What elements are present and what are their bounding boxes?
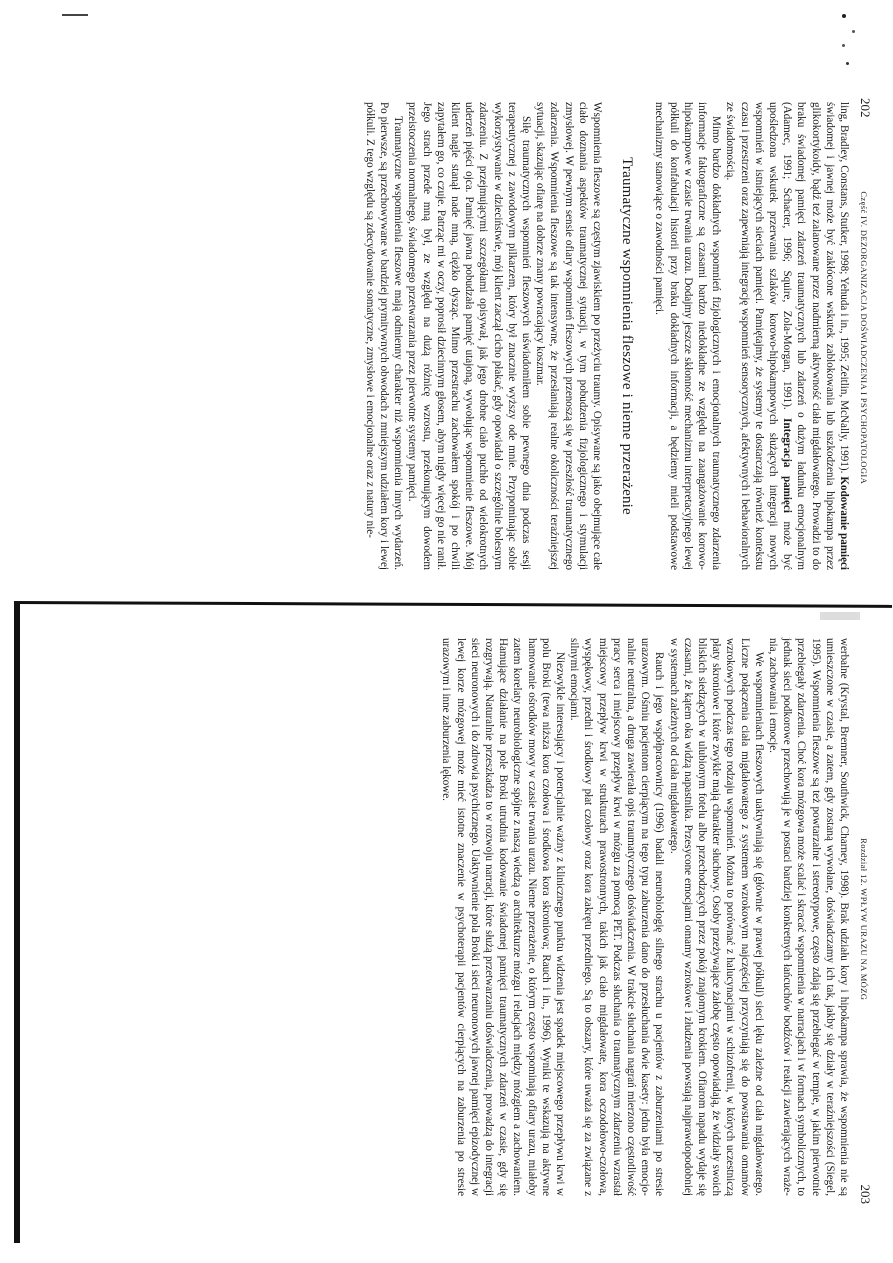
scan-edge-mark — [62, 14, 88, 16]
paragraph: Siłę traumatycznych wspomnień fleszowych uświadomiłem sobie pewnego dnia podczas sesji terapeutycznej z zawodowym pilkarzem, który był znacznie wyższy ode mnie. Przypominając sobie wykorzystywanie w dzieciństwie, mój klient zaczął cicho płakać, gdy opowiadał o szczególnie bolesnym zdarzeniu. Z przejmującymi szczegółami opisywał, jak jego drobne ciało puchło od wielokrotnych uderzeń pięści ojca. Pamięć jawna pobudzała pamięć utajoną, wywołując wspomnienie fleszowe. Mój klient nagle stanął nade mną, ciężko dysząc. Mimo przestrachu zachowałem spokój i po chwili zapytałem go, co czuje. Patrząc mi w oczy, poprosił dziecinnym głosem, abym nigdy więcej go nie ranił. Jego strach przede mną był, ze względu na dużą różnicę wzrostu, przekonującym dowodem przeistoczenia normalnego, świadomego przetwarzania przez pierwotne systemy pamięci. — [406, 102, 532, 570]
paragraph: werbalne (Krystal, Bremner, Southwick, Charney, 1998). Brak udziału kory i hipokampa sprawia, że wspomnienia nie są umieszczone w czasie, a zatem, gdy zostaną wywołane, doświadczamy ich tak, jakby się działy w teraźniejszości (Siegel, 1995). Wspomnienia fleszowe są też powtarzalne i stereotypowe, często zdają się przebiegać w tempie, w jakim pierwotnie przebiegały zdarzenia. Choć kora mózgowa może scalać i skracać wspomnienia w narracjach i w formach symbolicznych, to jednak sieci podkorowe przechowują je w postaci bardziej konkretnych łańcuchów bodźców i reakcji zawierających wrażenia, zachowania i emocje. — [766, 638, 850, 1196]
page-number: 202 — [858, 98, 873, 118]
paragraph: Traumatyczne wspomnienia fleszowe mają odmienny charakter niż wspomnienia innych wydarzeń. Po pierwsze, są przechowywane w bardziej prymitywnych obwodach z mniejszym udziałem kory i lewej półkuli. Z tego względu są zdecydowanie somatyczne, zmysłowe i emocjonalne oraz z natury nie- — [363, 102, 405, 570]
page-number: 203 — [858, 1184, 873, 1204]
paragraph: We wspomnieniach fleszowych uaktywniają się (głównie w prawej półkuli) sieci lęku zależne od ciała migdałowatego. Liczne połączenia ciała migdałowatego z systemem wzrokowym najczęściej przyczyniają się do powstawania omamów wzrokowych podczas tego rodzaju wspomnień. Można to porównać z halucynacjami w schizofrenii, w których uczestniczą płaty skroniowe i które zwykle mają charakter słuchowy. Osoby przeżywające żałobę często opowiadają, że widziały swoich bliskich siedzących w ulubionym fotelu albo przechodzących przez pokój znajomym krokiem. Ofiarom napadu wydaje się czasami, że kątem oka widzą napastnika. Przesycone emocjami omamy wzrokowe i złudzenia powstają najprawdopodobniej w systemach zależnych od ciała migdałowatego. — [667, 638, 765, 1196]
page-body — [439, 634, 853, 1204]
scan-smudge — [820, 612, 860, 620]
paragraph: ling, Bradley, Constans, Stutker, 1998; Yehuda i in., 1995; Zeitlin, McNally, 1991). Kodowanie pamięci świadomej i jawnej może być zakłócone wskutek zablokowania lub uszkodzenia hipokampa przez glikokortykoidy, bądź też zalanowane przez nadmierną aktywność ciała migdałowatego. Prowadzi to do braku świadomej pamięci zdarzeń traumatycznych lub zdarzeń o dużym ładunku emocjonalnym (Adamec, 1991; Schacter, 1996; Squire, Zola-Morgan, 1991). Integracja pamięci może być upośledzona wskutek przerwania szlaków korowo-hipokampowych służących integracji nowych wspomnień w istniejących sieciach pamięci. Pamiętajmy, że systemy te dostarczają również kontekstu czasu i przestrzeni oraz zapewniają integrację wspomnień sensorycznych, afektywnych i behawioralnych ze świadomością. — [724, 102, 850, 570]
book-page-right — [55, 634, 873, 1204]
paragraph: Niezwykle interesujący i potencjalnie ważny z klinicznego punktu widzenia jest spadek miejscowego przepływu krwi w polu Broki (tewa niższa kora czołowa i środkowa kora skroniowa; Rauch i in., 1996). Wyniki te wskazują na aktywne hamowanie ośrodków mowy w czasie trwania urazu. Nieme przerażenie, o którym często wspominają ofiary urazu, miałoby zatem korelaty neurobiologiczne spójne z naszą wiedzą o architekturze mózgu i relacjach między mózgiem a zachowaniem. Hamujące działanie na pole Broki utrudnia kodowanie świadomej pamięci traumatycznych zdarzeń w czasie, gdy się rozgrywają. Naturalnie przeszkadza to w rozwoju narracji, które służą przetwarzaniu doświadczenia, prowadzą do integracji sieci neuronowych i do zdrowia psychicznego. Uaktywnienie pola Broki i sieci neuronowych jawnej pamięci epizodycznej w lewej korze mózgowej może mieć istotne znaczenie w psychoterapii pacjentów cierpiących na zaburzenia po stresie urazowym i inne zaburzenia lękowe. — [440, 638, 566, 1196]
bold-term: Integracja pamięci — [781, 418, 794, 513]
running-head — [853, 634, 873, 1204]
book-spine-line — [14, 601, 892, 608]
paragraph: Wspomnienia fleszowe są częstym zjawiskiem po przeżyciu traumy. Opisywane są jako obejmujące całe ciało doznania aspektów traumatycznej sytuacji, w tym pobudzenia fizjologicznego i stymulacji zmysłowej. W pewnym sensie ofiary wspomnień fleszowych przenoszą się w przeszłość traumatycznego zdarzenia. Wspomnienia fleszowe są tak intensywne, że przesłaniają realne okoliczności teraźniejszej sytuacji, skazując ofiarę na dobrze znany powracający koszmar. — [534, 102, 603, 570]
paragraph: Rauch i jego współpracownicy (1996) badali neurobiologię silnego strachu u pacjentów z zaburzeniami po stresie urazowym. Ośmiu pacjentom cierpiącym na tego typu zaburzenia dano do przesłuchania dwie kasety: jedna była emocjonalnie neutralna, a druga zawierała opis traumatycznego doświadczenia. W trakcie słuchania nagrań mierzono częstotliwość pracy serca i miejscowy przepływ krwi w mózgu za pomocą PET. Podczas słuchania o traumatycznym zdarzeniu wzrastał miejscowy przepływ krwi w strukturach prawostronnych, takich jak ciało migdałowate, kora oczodołowo-czołowa, wyspękowy, przedni i środkowy płat czołowy oraz kora zakrętu przedniego. Są to obszary, które uważa się za związane z silnymi emocjami. — [568, 638, 666, 1196]
paragraph: Mimo bardzo dokładnych wspomnień fizjologicznych i emocjonalnych traumatycznego zdarzenia informacje faktograficzne są czasami bardzo niedokładne ze względu na zaangażowanie korowo-hipokampowe w czasie trwania urazu. Dodajmy jeszcze skłonność mechanizmu interpretacyjnego lewej półkuli do konfabulacji historii przy braku dokładnych informacji, a będziemy mieli podstawowe mechanizmy stanowiące o zawodności pamięci. — [653, 102, 723, 570]
book-page-left — [55, 98, 873, 578]
running-head-text: Rozdział 12. WPŁYW URAZU NA MÓZG — [859, 838, 869, 1001]
page-body — [363, 98, 854, 578]
scan-speck — [842, 44, 845, 47]
bold-term: Kodowanie pamięci — [838, 476, 850, 570]
scan-speck — [846, 62, 849, 65]
section-heading: Traumatyczne wspomnienia fleszowe i nieme przerażenie — [619, 157, 636, 515]
book-spine-shadow — [14, 603, 20, 1243]
running-head — [853, 98, 873, 578]
running-head-text: Część IV. DEZORGANIZACJA DOŚWIADCZENIA I PSYCHOPATOLOGIA — [859, 191, 869, 485]
scan-speck — [842, 14, 846, 18]
scan-speck — [852, 30, 855, 33]
